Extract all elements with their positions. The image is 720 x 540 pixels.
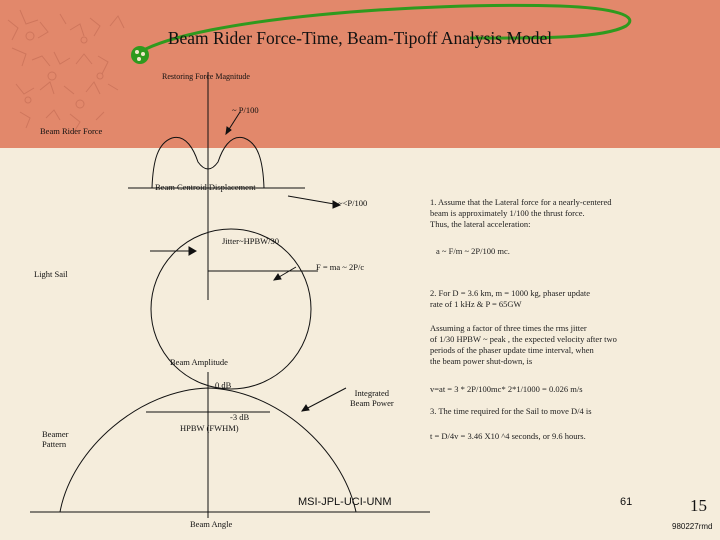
slide-code: 980227rmd [672,522,713,531]
assumption-text: Assuming a factor of three times the rms jitter of 1/30 HPBW ~ peak , the expected velocity after two periods of the phaser update time interval, when the beam power shut-down, is [430,323,617,367]
header-band [0,0,720,148]
beam-rider-force-label: Beam Rider Force [40,126,103,136]
slide-title: Beam Rider Force-Time, Beam-Tipoff Analysis Model [167,28,553,48]
integrated-power-arrow [302,388,346,411]
lateral-force-label: ~<P/100 [338,198,368,208]
beam-angle-label: Beam Angle [190,519,233,529]
light-sail-label: Light Sail [34,269,68,279]
minus3db-label: -3 dB [230,412,250,422]
beam-amplitude-label: Beam Amplitude [170,357,228,367]
note-2: 2. For D = 3.6 km, m = 1000 kg, phaser update rate of 1 kHz & P = 65GW [430,288,590,310]
time-equation: t = D/4v = 3.46 X10 ^4 seconds, or 9.6 hours. [430,431,586,441]
centroid-displacement-label: Beam Centroid Displacement [155,182,256,192]
beamer-pattern-label: Beamer Pattern [42,429,69,449]
acceleration-equation: a ~ F/m ~ 2P/100 mc. [436,246,510,256]
jitter-label: Jitter~HPBW/30 [222,236,280,246]
slide-number: 15 [690,496,707,515]
velocity-equation: v=at = 3 * 2P/100mc* 2*1/1000 = 0.026 m/s [430,384,583,394]
restoring-force-label: Restoring Force Magnitude [162,72,250,81]
note-3: 3. The time required for the Sail to move D/4 is [430,406,592,416]
note-1: 1. Assume that the Lateral force for a nearly-centered beam is approximately 1/100 the thrust force. Thus, the lateral acceleration: [430,197,612,230]
lateral-force-arrow [288,196,340,205]
zero-db-label: 0 dB [215,380,232,390]
footer-org: MSI-JPL-UCI-UNM [298,496,392,508]
force-equation-label: F = ma ~ 2P/c [316,262,365,272]
peak-label: ~ P/100 [232,105,259,115]
integrated-power-label: Integrated Beam Power [350,388,394,408]
hpbw-label: HPBW (FWHM) [180,423,239,433]
page-number: 61 [620,496,633,508]
